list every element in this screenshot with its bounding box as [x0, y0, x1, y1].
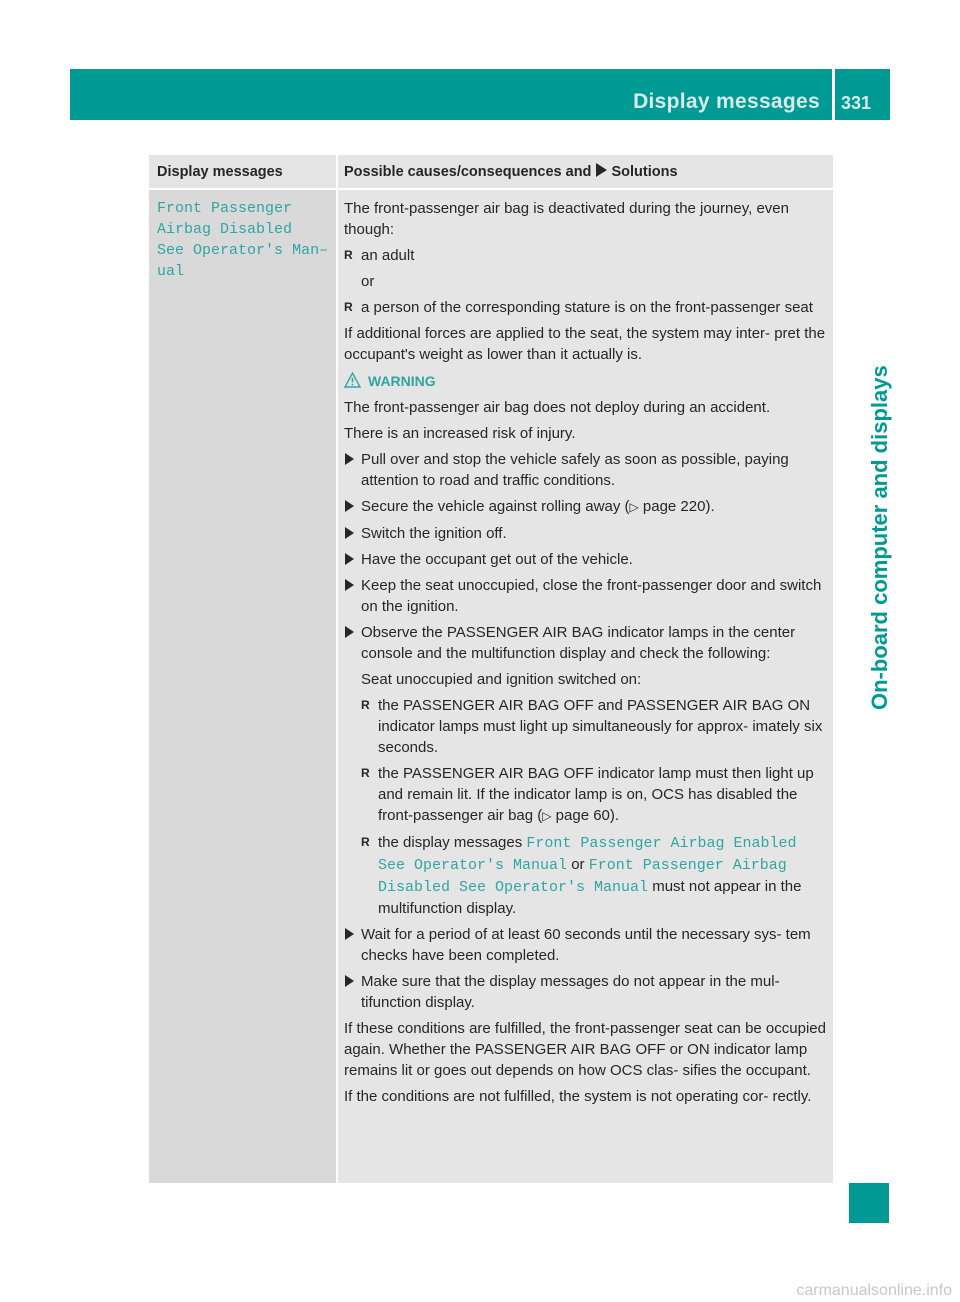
message-word: Man–	[292, 242, 329, 259]
step-item	[344, 523, 828, 544]
step-text: Keep the seat unoccupied, close the front-passenger door and switch on the ignition.	[361, 577, 822, 615]
solutions-content	[344, 198, 828, 1112]
step-item	[344, 971, 828, 1013]
step-arrow-icon	[345, 579, 354, 591]
bullet-icon: R	[344, 248, 353, 262]
paragraph: Seat unoccupied and ignition switched on:	[361, 671, 642, 688]
paragraph: The front-passenger air bag does not deploy during an accident.	[344, 399, 771, 416]
list-item	[361, 832, 828, 919]
header-divider	[832, 69, 835, 120]
step-item	[344, 575, 828, 617]
header-solutions-suffix: Solutions	[611, 164, 678, 180]
message-line: Airbag Disabled	[157, 221, 293, 238]
header-column-gap	[336, 155, 338, 190]
step-arrow-icon	[345, 500, 354, 512]
message-line: ual	[157, 263, 185, 280]
page-ref-link[interactable]: page 220).	[638, 498, 715, 515]
step-text: Pull over and stop the vehicle safely as soon as possible, paying attention to road and traffic conditions.	[361, 451, 789, 489]
page-number: 331	[841, 93, 872, 113]
bullet-icon: R	[344, 300, 353, 314]
bullet-icon: R	[361, 698, 370, 712]
warning-label: WARNING	[368, 373, 436, 389]
sub-list	[344, 669, 828, 919]
step-arrow-icon	[345, 975, 354, 987]
step-item	[344, 622, 828, 664]
display-message-inline: Disabled See Operator's Manual	[378, 879, 649, 896]
watermark: carmanualsonline.info	[796, 1282, 952, 1299]
display-message-inline: Front Passenger Airbag Enabled	[526, 835, 797, 852]
solution-arrow-icon	[596, 163, 607, 177]
display-message-inline: Front Passenger Airbag	[588, 857, 787, 874]
bullet-icon: R	[361, 766, 370, 780]
step-arrow-icon	[345, 453, 354, 465]
list-item-text: or	[567, 856, 589, 873]
list-item-text: an adult	[361, 247, 415, 264]
chapter-side-tab	[849, 155, 892, 710]
display-message	[157, 198, 332, 282]
step-arrow-icon	[345, 626, 354, 638]
warning-triangle-icon	[344, 372, 361, 388]
paragraph: If these conditions are fulfilled, the front-passenger seat can be occupied again. Whether the PASSENGER AIR BAG OFF or ON indicator lamp remains lit or goes out depends on how OCS clas- sifies the occupant.	[344, 1020, 826, 1079]
page-section-title: Display messages	[633, 90, 820, 113]
list-item	[361, 695, 828, 758]
warning-heading	[344, 371, 828, 392]
step-item	[344, 496, 828, 518]
step-text: Switch the ignition off.	[361, 525, 507, 542]
step-arrow-icon	[345, 553, 354, 565]
chapter-label: On-board computer and displays	[867, 365, 892, 710]
table-header	[149, 155, 833, 190]
message-line	[157, 240, 332, 261]
step-text: Have the occupant get out of the vehicle.	[361, 551, 633, 568]
page-ref-link[interactable]: page 60).	[551, 807, 620, 824]
step-arrow-icon	[345, 928, 354, 940]
message-word: Operator's	[193, 242, 284, 259]
list-item	[361, 763, 828, 827]
page-ref-icon: ▷	[542, 809, 552, 823]
list-item-text: the display messages	[378, 834, 527, 851]
display-message-inline: See Operator's Manual	[378, 857, 568, 874]
paragraph: There is an increased risk of injury.	[344, 425, 576, 442]
list-item	[344, 297, 828, 318]
step-item	[344, 924, 828, 966]
bullet-icon: R	[361, 835, 370, 849]
list-item-text: the PASSENGER AIR BAG OFF and PASSENGER AIR BAG ON indicator lamps must light up simultaneously for approx- imately six seconds.	[378, 697, 823, 756]
list-item-text: the PASSENGER AIR BAG OFF indicator lamp must then light up and remain lit. If the indicator lamp is on, OCS has disabled the front-passenger air bag (	[378, 765, 814, 824]
list-item-text: a person of the corresponding stature is on the front-passenger seat	[361, 299, 813, 316]
step-item	[344, 449, 828, 491]
header-solutions	[338, 155, 833, 190]
message-line: Front Passenger	[157, 200, 293, 217]
header-display-messages: Display messages	[157, 164, 283, 180]
chapter-marker	[849, 1183, 889, 1223]
list-item	[344, 245, 828, 266]
paragraph: The front-passenger air bag is deactivated during the journey, even though:	[344, 200, 789, 238]
page-header	[70, 69, 890, 120]
solutions-cell	[338, 190, 833, 1183]
step-text: Make sure that the display messages do not appear in the mul- tifunction display.	[361, 973, 780, 1011]
step-item	[344, 549, 828, 570]
step-text: Observe the PASSENGER AIR BAG indicator lamps in the center console and the multifunction display and check the following:	[361, 624, 796, 662]
step-arrow-icon	[345, 527, 354, 539]
message-word: See	[157, 242, 185, 259]
paragraph: If the conditions are not fulfilled, the system is not operating cor- rectly.	[344, 1088, 812, 1105]
list-item-text: must not appear in the multifunction display.	[378, 878, 802, 917]
step-text: Wait for a period of at least 60 seconds until the necessary sys- tem checks have been completed.	[361, 926, 811, 964]
paragraph: If additional forces are applied to the seat, the system may inter- pret the occupant's weight as lower than it actually is.	[344, 325, 826, 363]
page-ref-icon: ▷	[629, 500, 639, 514]
step-text: Secure the vehicle against rolling away (	[361, 498, 630, 515]
message-cell	[149, 190, 336, 1183]
paragraph: or	[361, 273, 375, 290]
header-solutions-text: Possible causes/consequences and	[344, 164, 592, 180]
